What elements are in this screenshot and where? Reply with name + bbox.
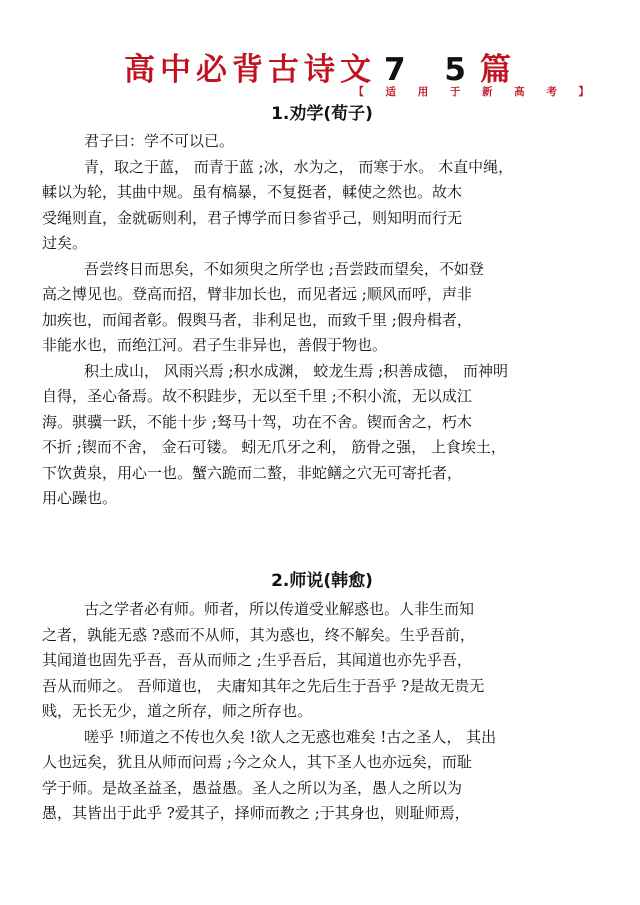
text-line: 下饮黄泉，用心一也。蟹六跪而二螯，非蛇鳝之穴无可寄托者， [42,463,463,482]
page-title [0,44,640,89]
text-line: 不折 ;锲而不舍， 金石可镂。 蚓无爪牙之利， 筋骨之强， 上食埃土， [42,438,506,456]
text-line: 吾尝终日而思矣，不如须臾之所学也 ;吾尝跂而望矣，不如登 [84,259,484,278]
page-subtitle: 【 适 用 于 新 高 考 】 [353,86,598,98]
text-line: 其闻道也固先乎吾，吾从而师之 ;生乎吾后，其闻道也亦先乎吾， [42,651,472,669]
title-suffix: 篇 [479,52,516,88]
text-line: 人也远矣，犹且从师而问焉 ;今之众人，其下圣人也亦远矣，而耻 [42,753,472,771]
section-shishuo [42,565,602,827]
title-number: 7 5 [384,52,480,88]
text-line: 受绳则直，金就砺则利，君子博学而日参省乎己，则知明而行无 [42,208,463,227]
title-main: 高中必背古诗文 [124,52,377,88]
section-quanxue [42,99,602,512]
section-heading: 2.师说(韩愈) [271,571,373,591]
text-line: 愚，其皆出于此乎 ?爱其子，择师而教之 ;于其身也，则耻师焉， [42,804,470,822]
text-line: 非能水也，而绝江河。君子生非异也，善假于物也。 [42,336,388,354]
section-heading: 1.劝学(荀子) [271,104,373,124]
text-line: 积土成山， 风雨兴焉 ;积水成渊， 蛟龙生焉 ;积善成德， 而神明 [84,361,508,380]
text-line: 过矣。 [42,234,88,252]
text-line: 嗟乎 !师道之不传也久矣 !欲人之无惑也难矣 !古之圣人， 其出 [84,727,497,746]
text-line: 学于师。是故圣益圣，愚益愚。圣人之所以为圣，愚人之所以为 [42,778,463,797]
text-line: 用心躁也。 [42,489,118,507]
text-line: 青，取之于蓝， 而青于蓝 ;冰，水为之， 而寒于水。 木直中绳， [84,157,514,176]
text-line: 吾从而师之。 吾师道也， 夫庸知其年之先后生于吾乎 ?是故无贵无 [42,676,485,695]
text-line: 加疾也，而闻者彰。假舆马者，非利足也，而致千里 ;假舟楫者， [42,310,472,329]
text-line: 自得，圣心备焉。故不积跬步，无以至千里 ;不积小流，无以成江 [42,387,472,405]
text-line: 輮以为轮，其曲中规。虽有槁暴，不复挺者，輮使之然也。故木 [42,183,463,201]
text-line: 之者，孰能无惑 ?惑而不从师，其为惑也，终不解矣。生乎吾前， [42,625,475,644]
text-line: 海。骐骥一跃，不能十步 ;驽马十驾，功在不舍。锲而舍之，朽木 [42,412,472,431]
text-line: 贱，无长无少，道之所存，师之所存也。 [42,702,313,720]
text-line: 高之博见也。登高而招，臂非加长也，而见者远 ;顺风而呼，声非 [42,285,472,303]
text-line: 古之学者必有师。师者，所以传道受业解惑也。人非生而知 [84,600,475,618]
text-line: 君子曰：学不可以已。 [84,132,235,150]
